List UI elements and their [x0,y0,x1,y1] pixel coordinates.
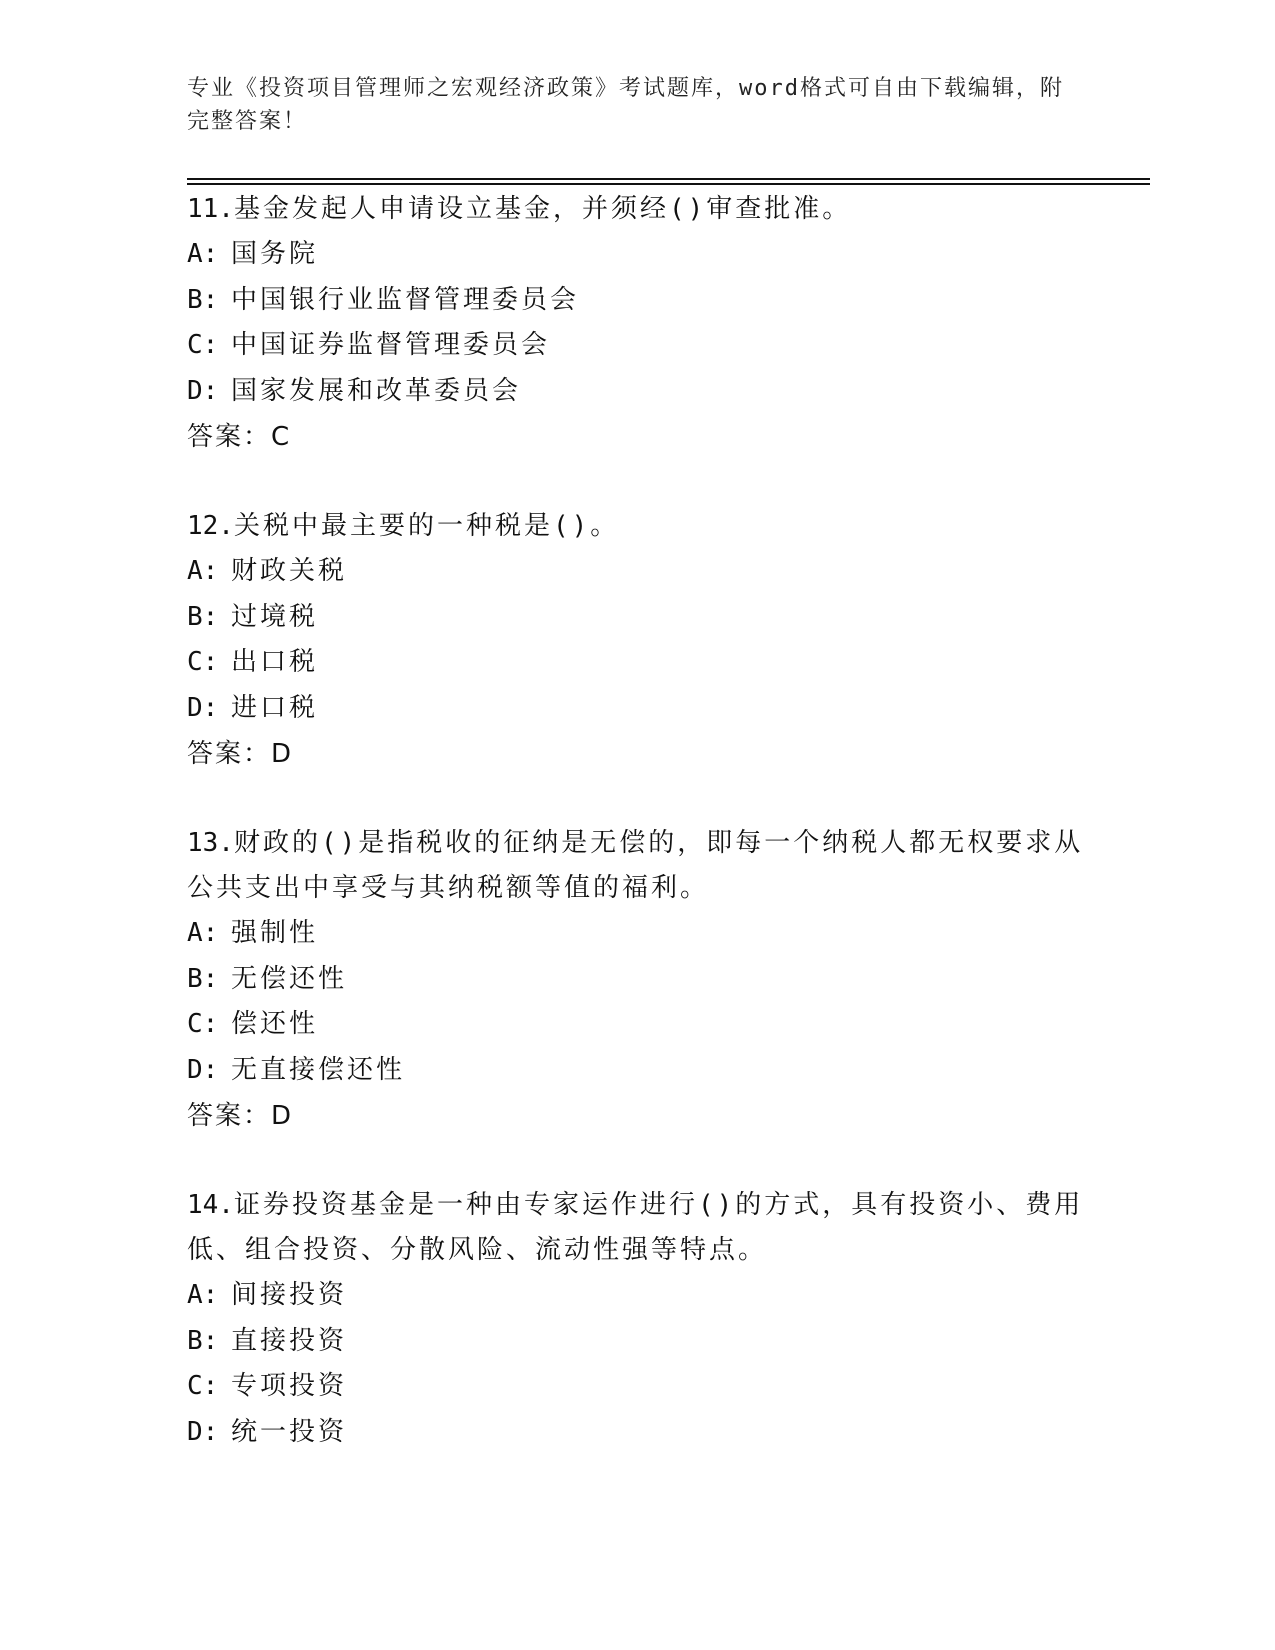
document-header: 专业《投资项目管理师之宏观经济政策》考试题库，word格式可自由下载编辑，附完整答案！ [187,76,1064,134]
question-stem [187,187,1087,232]
option-letter: B: [187,601,219,632]
option-c [187,1364,1087,1410]
option-a [187,549,1087,595]
question-11 [187,187,1087,460]
option-letter: D: [187,375,219,406]
option-b [187,957,1087,1003]
question-12 [187,504,1087,777]
header-divider-bottom [187,183,1150,185]
question-number: 13. [187,828,234,858]
header-divider-top [187,178,1150,180]
option-c [187,1002,1087,1048]
option-letter: A: [187,239,219,269]
option-d [187,369,1087,415]
option-text: 间接投资 [231,1280,348,1310]
answer-line: 答案：D [187,739,294,769]
option-a [187,911,1087,957]
option-letter: A: [187,556,219,586]
option-text: 统一投资 [231,1416,348,1447]
question-number: 14. [187,1190,234,1220]
option-d [187,1048,1087,1094]
option-letter: C: [187,1371,219,1401]
answer-line: 答案：D [187,1101,294,1131]
question-stem [187,1183,1087,1273]
option-d [187,686,1087,732]
option-b [187,595,1087,641]
option-letter: D: [187,1054,219,1085]
option-text: 无直接偿还性 [231,1054,406,1085]
option-text: 偿还性 [231,1009,319,1039]
answer-line: 答案：C [187,422,292,452]
option-letter: D: [187,692,219,723]
option-letter: C: [187,1009,219,1039]
question-14 [187,1183,1087,1455]
option-letter: D: [187,1416,219,1447]
option-text: 强制性 [231,918,319,948]
option-a [187,1273,1087,1319]
question-stem [187,821,1087,911]
option-text: 直接投资 [231,1325,348,1356]
option-text: 出口税 [231,647,319,677]
option-text: 过境税 [231,601,319,632]
question-text: 财政的()是指税收的征纳是无偿的，即每一个纳税人都无权要求从公共支出中享受与其纳税额等值的福利。 [187,828,1084,903]
option-letter: A: [187,1280,219,1310]
option-b [187,1319,1087,1365]
option-d [187,1410,1087,1456]
option-text: 无偿还性 [231,963,348,994]
option-a [187,232,1087,278]
option-c [187,640,1087,686]
option-letter: B: [187,1325,219,1356]
question-text: 基金发起人申请设立基金，并须经()审查批准。 [233,194,852,224]
question-text: 关税中最主要的一种税是()。 [233,511,620,541]
question-13 [187,821,1087,1139]
option-text: 中国银行业监督管理委员会 [231,284,580,315]
option-letter: B: [187,963,219,994]
option-b [187,278,1087,324]
option-letter: C: [187,330,219,360]
question-text: 证券投资基金是一种由专家运作进行()的方式，具有投资小、费用低、组合投资、分散风险、流动性强等特点。 [187,1190,1084,1265]
option-c [187,323,1087,369]
option-text: 国务院 [231,239,319,269]
option-text: 进口税 [231,692,319,723]
option-text: 国家发展和改革委员会 [231,375,522,406]
option-letter: A: [187,918,219,948]
question-number: 12. [187,511,234,541]
option-letter: C: [187,647,219,677]
question-stem [187,504,1087,549]
question-number: 11. [187,194,234,224]
option-letter: B: [187,284,219,315]
option-text: 专项投资 [231,1371,348,1401]
option-text: 财政关税 [231,556,348,586]
option-text: 中国证券监督管理委员会 [231,330,551,360]
question-list [187,187,1087,1499]
